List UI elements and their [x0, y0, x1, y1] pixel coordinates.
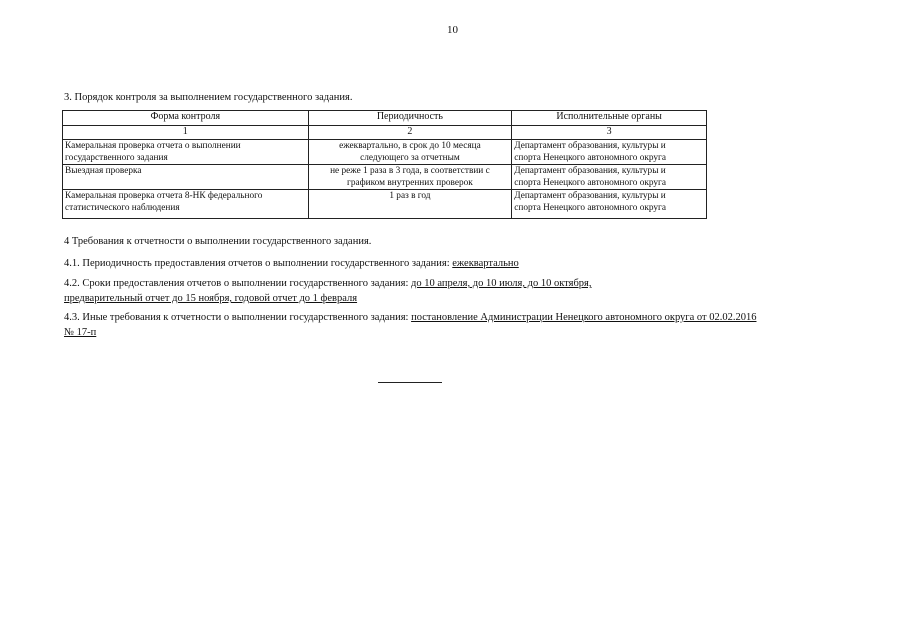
cell-line: государственного задания — [65, 153, 168, 163]
column-number: 1 — [63, 126, 309, 140]
cell-line: Департамент образования, культуры и — [514, 191, 666, 201]
section-4-heading: 4 Требования к отчетности о выполнении государственного задания. — [64, 236, 372, 247]
requirement-value: ежеквартально — [452, 258, 519, 269]
requirement-4-1 — [64, 256, 519, 271]
executive-body-cell — [512, 165, 707, 190]
control-form-cell — [63, 165, 309, 190]
cell-line: статистического наблюдения — [65, 203, 180, 213]
cell-line: 1 раз в год — [389, 191, 431, 201]
requirement-label: 4.1. Периодичность предоставления отчетов о выполнении государственного задания: — [64, 258, 453, 269]
requirement-value-continued: предварительный отчет до 15 ноября, годовой отчет до 1 февраля — [64, 293, 358, 304]
header-periodicity: Периодичность — [308, 111, 512, 126]
periodicity-cell — [308, 165, 512, 190]
executive-body-cell — [512, 140, 707, 165]
table-row — [63, 165, 707, 190]
cell-line: спорта Ненецкого автономного округа — [514, 178, 666, 188]
cell-line: следующего за отчетным — [360, 153, 460, 163]
cell-line: графиком внутренних проверок — [347, 178, 473, 188]
periodicity-cell — [308, 140, 512, 165]
table-row — [63, 140, 707, 165]
cell-line: Департамент образования, культуры и — [514, 166, 666, 176]
cell-line: спорта Ненецкого автономного округа — [514, 203, 666, 213]
section-3-heading: 3. Порядок контроля за выполнением государственного задания. — [64, 92, 353, 103]
cell-line: ежеквартально, в срок до 10 месяца — [339, 141, 481, 151]
header-control-form: Форма контроля — [63, 111, 309, 126]
requirement-4-3 — [64, 310, 756, 340]
cell-line: Выездная проверка — [65, 166, 142, 176]
control-table — [62, 110, 707, 219]
header-executive-bodies: Исполнительные органы — [512, 111, 707, 126]
requirement-value-continued: № 17-п — [64, 327, 97, 338]
cell-line: не реже 1 раза в 3 года, в соответствии с — [330, 166, 490, 176]
column-number: 3 — [512, 126, 707, 140]
column-number: 2 — [308, 126, 512, 140]
requirement-value: до 10 апреля, до 10 июля, до 10 октября, — [411, 278, 592, 289]
cell-line: спорта Ненецкого автономного округа — [514, 153, 666, 163]
periodicity-cell — [308, 190, 512, 219]
end-of-document-divider — [378, 382, 442, 383]
control-form-cell — [63, 190, 309, 219]
executive-body-cell — [512, 190, 707, 219]
requirement-label: 4.3. Иные требования к отчетности о выполнении государственного задания: — [64, 312, 412, 323]
requirement-4-2 — [64, 276, 592, 306]
cell-line: Департамент образования, культуры и — [514, 141, 666, 151]
cell-line: Камеральная проверка отчета 8-НК федерального — [65, 191, 263, 201]
requirement-label: 4.2. Сроки предоставления отчетов о выполнении государственного задания: — [64, 278, 412, 289]
table-header-row — [63, 111, 707, 126]
table-number-row — [63, 126, 707, 140]
page-number: 10 — [447, 24, 458, 36]
cell-line: Камеральная проверка отчета о выполнении — [65, 141, 241, 151]
table-row — [63, 190, 707, 219]
requirement-value: постановление Администрации Ненецкого автономного округа от 02.02.2016 — [411, 312, 757, 323]
control-form-cell — [63, 140, 309, 165]
